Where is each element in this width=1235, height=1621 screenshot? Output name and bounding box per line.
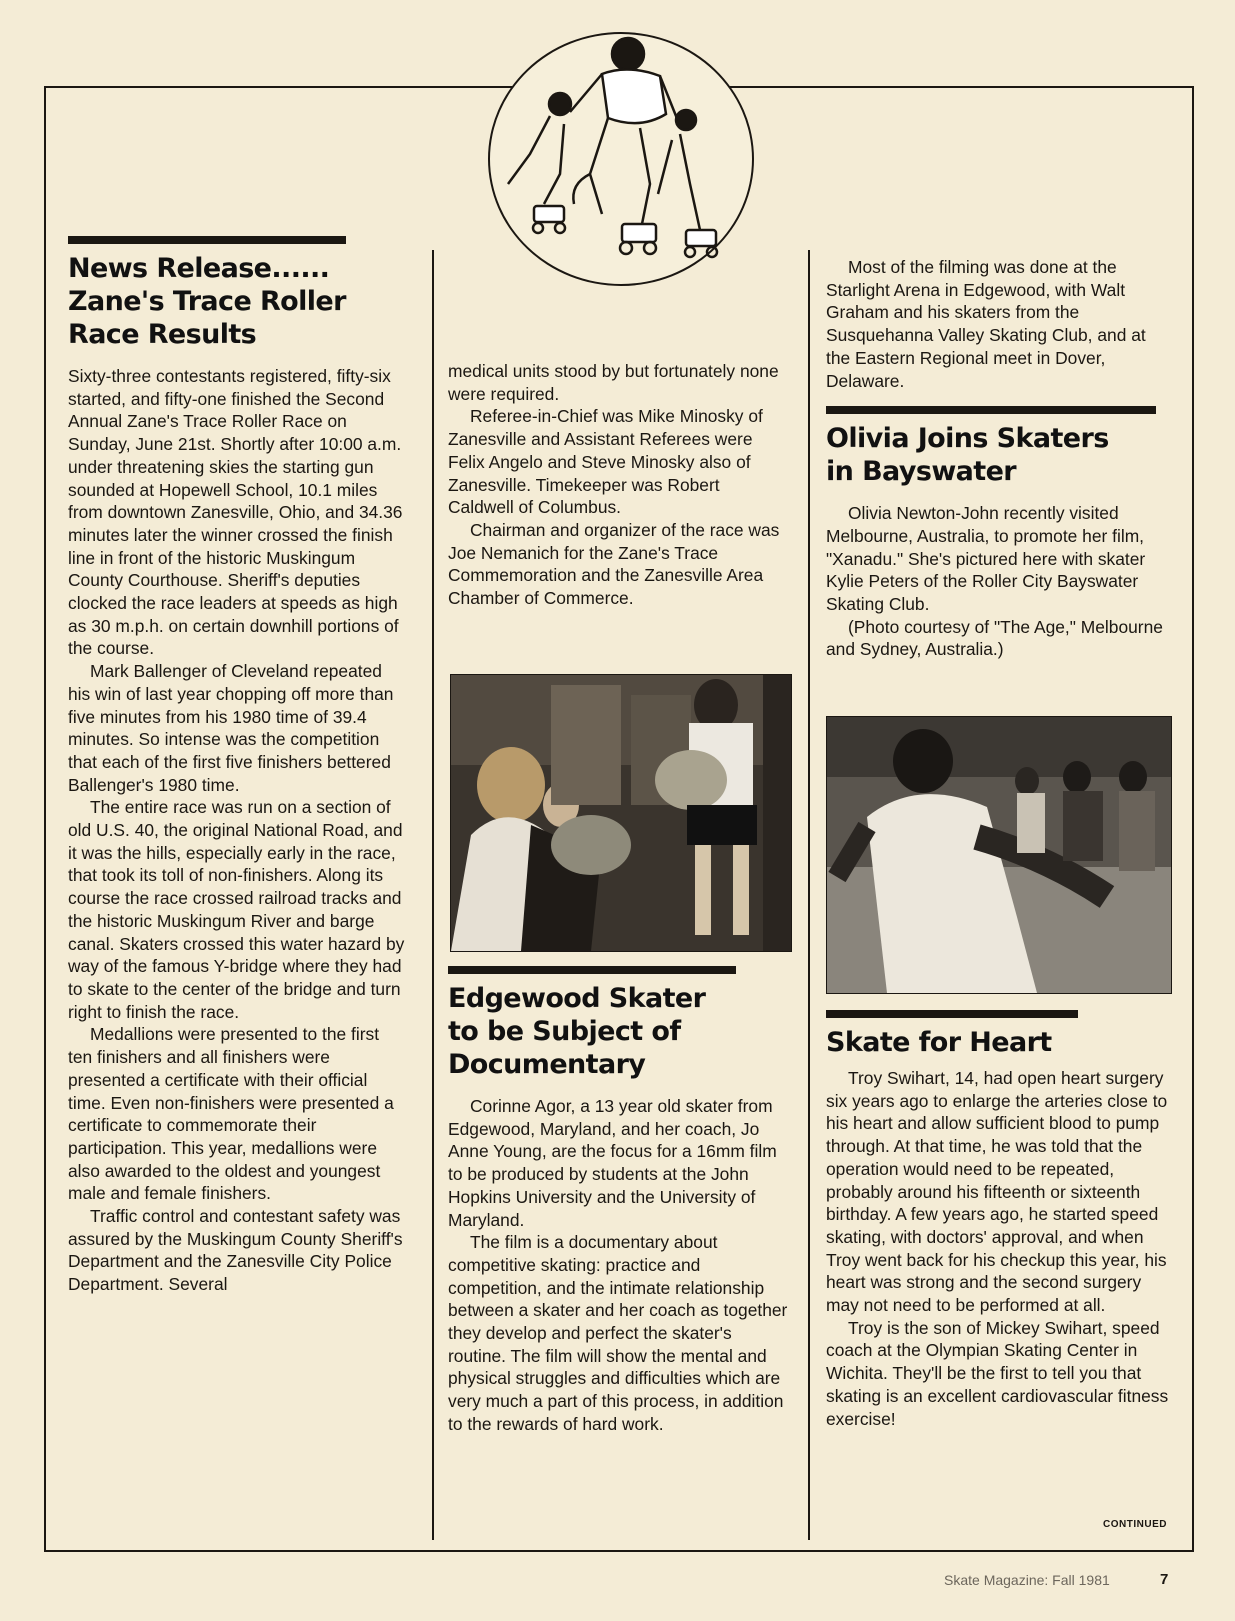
headline-line: Edgewood Skater <box>448 983 706 1014</box>
headline-zanes-trace <box>68 252 408 351</box>
headline-line: to be Subject of <box>448 1016 681 1047</box>
headline-line: Zane's Trace Roller <box>68 286 346 317</box>
headline-bar <box>68 236 346 244</box>
paragraph: Most of the filming was done at the Starlight Arena in Edgewood, with Walt Graham and his skaters from the Susquehanna Valley Skating Club, and at the Eastern Regional meet in Dover, Delaware. <box>826 257 1146 391</box>
headline-line: Race Results <box>68 319 257 350</box>
paragraph: Traffic control and contestant safety was assured by the Muskingum County Sheriff's Department and the Zanesville City Police Department. Several <box>68 1206 403 1295</box>
paragraph: Olivia Newton-John recently visited Melbourne, Australia, to promote her film, "Xanadu." She's pictured here with skater Kylie Peters of the Roller City Bayswater Skating Club. <box>826 503 1146 615</box>
headline-bar <box>448 966 736 974</box>
article-body <box>826 502 1171 661</box>
headline-line: in Bayswater <box>826 456 1017 488</box>
page-footer <box>944 1571 1169 1588</box>
article-body <box>448 1095 788 1436</box>
photo-skaters-image <box>827 717 1171 993</box>
headline-line: Olivia Joins Skaters <box>826 423 1109 455</box>
headline-skate-for-heart <box>826 1026 1171 1059</box>
paragraph: Mark Ballenger of Cleveland repeated his win of last year chopping off more than five minutes from his 1980 time of 39.4 minutes. So intense was the competition that each of the first five finishers bettered Ballenger's 1980 time. <box>68 661 394 795</box>
headline-bar <box>826 1010 1078 1018</box>
paragraph: medical units stood by but fortunately none were required. <box>448 361 779 404</box>
paragraph: Medallions were presented to the first ten finishers and all finishers were presented a certificate with their official time. Even non-finishers were presented a certificate to commemorate their participation. This year, medallions were also awarded to the oldest and youngest male and female finishers. <box>68 1024 394 1204</box>
headline-edgewood <box>448 982 788 1081</box>
page-number: 7 <box>1160 1571 1169 1588</box>
headline-olivia <box>826 422 1171 488</box>
paragraph: The entire race was run on a section of old U.S. 40, the original National Road, and it was the hills, especially early in the race, that took its toll of non-finishers. Along its course the race crossed railroad tracks and the historic Muskingum River and barge canal. Skaters crossed this water hazard by way of the famous Y-bridge where they had to skate to the center of the bridge and turn right to finish the race. <box>68 797 405 1022</box>
paragraph: (Photo courtesy of "The Age," Melbourne and Sydney, Australia.) <box>826 616 1163 660</box>
skaters-logo-illustration <box>488 32 754 286</box>
continued-label: CONTINUED <box>1103 1519 1167 1530</box>
article-edgewood <box>448 966 788 1436</box>
paragraph: Corinne Agor, a 13 year old skater from Edgewood, Maryland, and her coach, Jo Anne Young, are the focus for a 16mm film to be produced by students at the John Hopkins University and the University of Maryland. <box>448 1096 777 1230</box>
paragraph: The film is a documentary about competitive skating: practice and competition, and the intimate relationship between a skater and her coach as together they develop and perfect the skater's routine. The film will show the mental and physical struggles and difficulties which are very much a part of this process, in addition to the rewards of hard work. <box>448 1232 788 1434</box>
article-body <box>826 1067 1171 1430</box>
paragraph: Chairman and organizer of the race was Joe Nemanich for the Zane's Trace Commemoration and the Zanesville Area Chamber of Commerce. <box>448 519 780 609</box>
column-right <box>826 256 1171 661</box>
paragraph: Referee-in-Chief was Mike Minosky of Zanesville and Assistant Referees were Felix Angelo and Steve Minosky also of Zanesville. Timekeeper was Robert Caldwell of Columbus. <box>448 406 763 518</box>
speed-skaters-photo <box>826 716 1172 994</box>
olivia-photo <box>450 674 792 952</box>
paragraph: Troy Swihart, 14, had open heart surgery six years ago to enlarge the arteries close to his heart and allow sufficient blood to pump through. At that time, he was told that the operation would need to be repeated, probably around his fifteenth or sixteenth birthday. A few years ago, he started speed skating, with doctors' approval, and when Troy went back for his checkup this year, his heart was strong and the second surgery may not need to be performed at all. <box>826 1068 1168 1316</box>
headline-bar <box>826 406 1156 414</box>
skaters-drawing-icon <box>490 34 752 284</box>
headline-line: Documentary <box>448 1049 646 1080</box>
photo-olivia-image <box>451 675 791 951</box>
article-body <box>68 365 408 1296</box>
article-skate-for-heart <box>826 1010 1171 1430</box>
paragraph: Sixty-three contestants registered, fifty-six started, and fifty-one finished the Second Annual Zane's Trace Roller Race on Sunday, June 21st. Shortly after 10:00 a.m. under threatening skies the starting gun sounded at Hopewell School, 10.1 miles from downtown Zanesville, Ohio, and 34.36 minutes later the winner crossed the finish line in front of the historic Muskingum County Courthouse. Sheriff's deputies clocked the race leaders at speeds as high as 30 m.p.h. on certain downhill portions of the course. <box>68 366 403 659</box>
column-divider <box>808 250 810 1540</box>
column-middle <box>448 360 788 610</box>
paragraph: Troy is the son of Mickey Swihart, speed coach at the Olympian Skating Center in Wichita. They'll be the first to tell you that skating is an excellent cardiovascular fitness exercise! <box>826 1317 1169 1429</box>
headline-line: News Release...... <box>68 253 330 284</box>
publication-name: Skate Magazine: Fall 1981 <box>944 1572 1110 1588</box>
column-divider <box>432 250 434 1540</box>
article-continuation <box>448 360 788 610</box>
article-zanes-trace <box>68 236 408 1296</box>
article-continuation <box>826 256 1171 392</box>
headline-line: Skate for Heart <box>826 1027 1052 1058</box>
